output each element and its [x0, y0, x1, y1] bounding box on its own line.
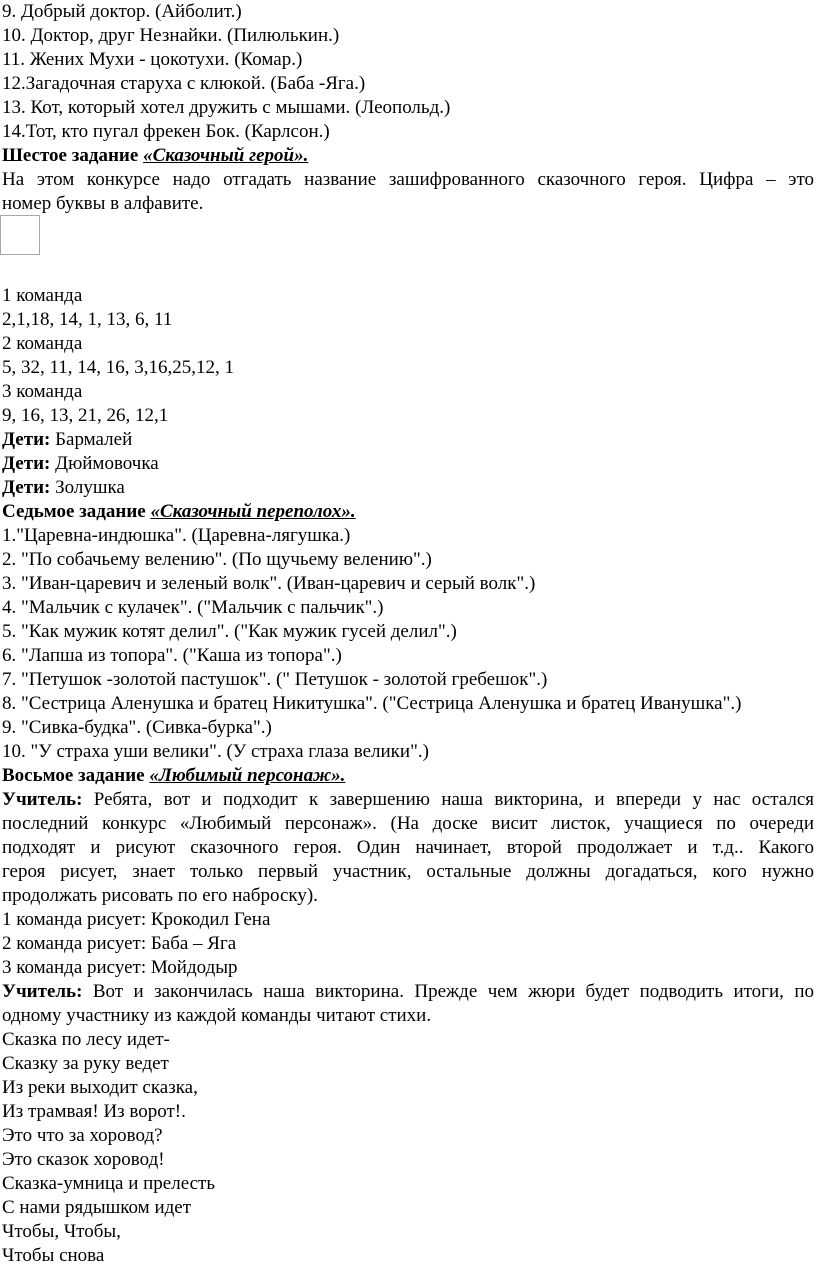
team-1-name: 1 команда — [2, 285, 83, 306]
team-2-code: 5, 32, 11, 14, 16, 3,16,25,12, 1 — [2, 357, 235, 378]
image-placeholder — [0, 215, 40, 255]
fairy-mixup-item: 8. "Сестрица Аленушка и братец Никитушка". ("Сестрица Аленушка и братец Иванушка".) — [2, 693, 742, 714]
fairy-mixup-item: 7. "Петушок -золотой пастушок". (" Петушок - золотой гребешок".) — [2, 669, 548, 690]
team-3-name: 3 команда — [2, 381, 83, 402]
poem-line: С нами рядышком идет — [2, 1197, 192, 1218]
task6-label: Шестое задание — [2, 145, 144, 166]
poem-line: Чтобы, Чтобы, — [2, 1221, 121, 1242]
task8-title: «Любимый персонаж». — [149, 765, 346, 786]
task6-desc-line: На этом конкурсе надо отгадать название зашифрованного сказочного героя. Цифра – это — [2, 169, 814, 190]
fairy-mixup-item: 9. "Сивка-будка". (Сивка-бурка".) — [2, 717, 272, 738]
team-draw-line: 1 команда рисует: Крокодил Гена — [2, 909, 271, 930]
answer-line — [2, 428, 814, 452]
teacher-speech-line: продолжать рисовать по его наброску). — [2, 885, 318, 906]
teacher-label: Учитель: — [2, 981, 83, 1002]
team-1-code: 2,1,18, 14, 1, 13, 6, 11 — [2, 309, 173, 330]
teacher-speech-line: героя рисует, знает только первый участник, остальные должны догадаться, кого нужно — [2, 861, 814, 882]
fairy-mixup-item: 3. "Иван-царевич и зеленый волк". (Иван-царевич и серый волк".) — [2, 573, 536, 594]
fairy-mixup-item: 4. "Мальчик с кулачек". ("Мальчик с пальчик".) — [2, 597, 384, 618]
fairy-mixup-item: 1."Царевна-индюшка". (Царевна-лягушка.) — [2, 525, 351, 546]
fairy-mixup-item: 2. "По собачьему велению". (По щучьему велению".) — [2, 549, 432, 570]
poem-line: Чтобы снова — [2, 1245, 105, 1266]
fairy-mixup-item: 6. "Лапша из топора". ("Каша из топора".) — [2, 645, 342, 666]
task8-heading — [2, 764, 814, 788]
riddle-item-9: 9. Добрый доктор. (Айболит.) — [2, 1, 242, 22]
teacher-speech-line: подходят и рисуют сказочного героя. Один начинает, второй продолжает и т.д.. Какого — [2, 837, 814, 858]
riddle-item-12: 12.Загадочная старуха с клюкой. (Баба -Яга.) — [2, 73, 366, 94]
answer-line — [2, 476, 814, 500]
team-draw-line: 2 команда рисует: Баба – Яга — [2, 933, 237, 954]
task7-heading — [2, 500, 814, 524]
poem-line: Это что за хоровод? — [2, 1125, 163, 1146]
task6-title: «Сказочный герой». — [143, 145, 309, 166]
answer-value: Дюймовочка — [50, 453, 159, 474]
poem-line: Сказку за руку ведет — [2, 1053, 169, 1074]
poem-line: Из трамвая! Из ворот!. — [2, 1101, 186, 1122]
teacher-speech-line: последний конкурс «Любимый персонаж». (На доске висит листок, учащиеся по очереди — [2, 813, 814, 834]
teacher-text: Вот и закончилась наша викторина. Прежде чем жюри будет подводить итоги, по — [82, 981, 814, 1002]
riddle-item-14: 14.Тот, кто пугал фрекен Бок. (Карлсон.) — [2, 121, 330, 142]
teacher-speech-line: одному участнику из каждой команды читают стихи. — [2, 1005, 432, 1026]
riddle-item-11: 11. Жених Мухи - цокотухи. (Комар.) — [2, 49, 303, 70]
task8-label: Восьмое задание — [2, 765, 150, 786]
answer-label: Дети: — [2, 477, 51, 498]
answer-label: Дети: — [2, 429, 51, 450]
team-3-code: 9, 16, 13, 21, 26, 12,1 — [2, 405, 169, 426]
riddle-item-13: 13. Кот, который хотел дружить с мышами. (Леопольд.) — [2, 97, 451, 118]
team-2-name: 2 команда — [2, 333, 83, 354]
teacher-speech-line — [2, 980, 814, 1004]
riddle-item-10: 10. Доктор, друг Незнайки. (Пилюлькин.) — [2, 25, 340, 46]
task7-title: «Сказочный переполох». — [150, 501, 356, 522]
teacher-label: Учитель: — [2, 789, 83, 810]
fairy-mixup-item: 5. "Как мужик котят делил". ("Как мужик гусей делил".) — [2, 621, 457, 642]
poem-line: Сказка-умница и прелесть — [2, 1173, 216, 1194]
answer-label: Дети: — [2, 453, 51, 474]
poem-line: Сказка по лесу идет- — [2, 1029, 170, 1050]
poem-line: Это сказок хоровод! — [2, 1149, 165, 1170]
answer-line — [2, 452, 814, 476]
answer-value: Золушка — [50, 477, 125, 498]
answer-value: Бармалей — [50, 429, 133, 450]
fairy-mixup-item: 10. "У страха уши велики". (У страха глаза велики".) — [2, 741, 429, 762]
team-draw-line: 3 команда рисует: Мойдодыр — [2, 957, 238, 978]
task6-desc-line: номер буквы в алфавите. — [2, 193, 204, 214]
task6-heading — [2, 144, 814, 168]
teacher-text: Ребята, вот и подходит к завершению наша викторина, и впереди у нас остался — [82, 789, 814, 810]
task7-label: Седьмое задание — [2, 501, 151, 522]
poem-line: Из реки выходит сказка, — [2, 1077, 198, 1098]
teacher-speech-line — [2, 788, 814, 812]
